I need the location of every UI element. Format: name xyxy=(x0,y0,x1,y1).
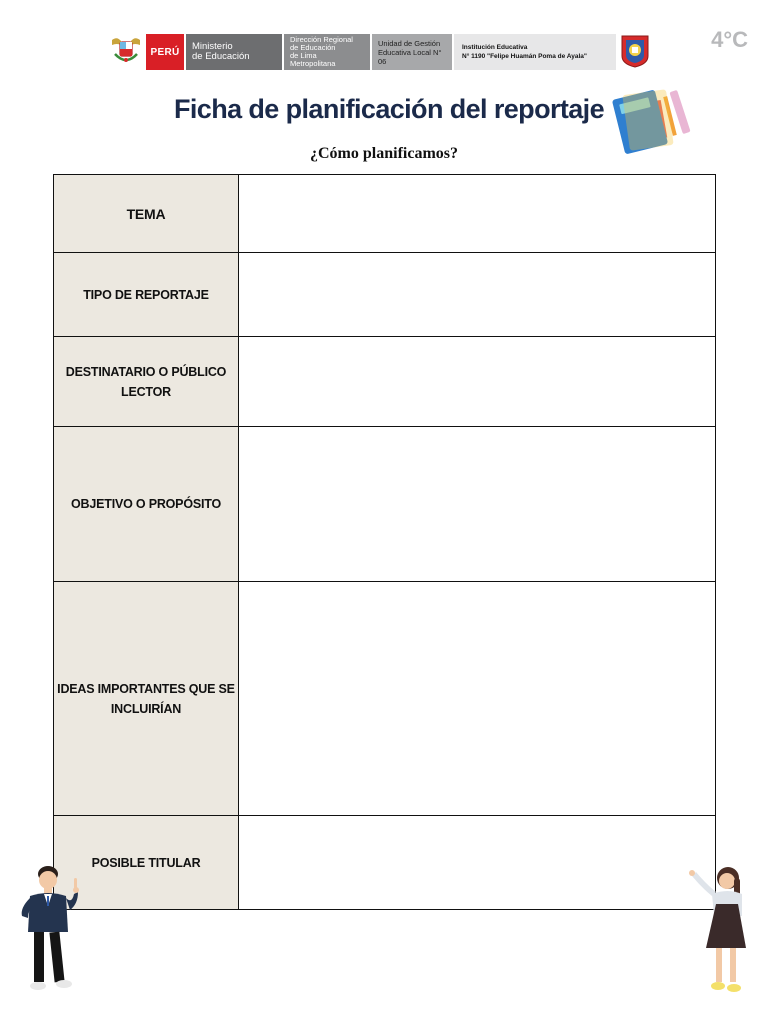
institution-banner xyxy=(106,34,650,70)
row-label-tipo-reportaje: TIPO DE REPORTAJE xyxy=(54,253,239,337)
ministry-line-1: Ministerio xyxy=(192,41,233,52)
school-crest-icon xyxy=(620,34,650,68)
ugel-label xyxy=(370,34,452,70)
table-row xyxy=(54,582,716,816)
school-line-2: N° 1190 "Felipe Huamán Poma de Ayala" xyxy=(462,53,587,60)
notebook-illustration xyxy=(612,86,698,162)
peru-label: PERÚ xyxy=(146,34,184,70)
dre-line-1: Dirección Regional xyxy=(290,35,353,44)
page-title: Ficha de planificación del reportaje xyxy=(173,94,605,124)
ugel-line-2: Educativa Local N° 06 xyxy=(378,47,442,66)
row-label-ideas: IDEAS IMPORTANTES QUE SE INCLUIRÍAN xyxy=(54,582,239,816)
school-label xyxy=(452,34,616,70)
row-label-destinatario: DESTINATARIO O PÚBLICO LECTOR xyxy=(54,337,239,427)
table-row xyxy=(54,337,716,427)
row-value-tipo-reportaje[interactable] xyxy=(239,253,716,337)
row-value-tema[interactable] xyxy=(239,175,716,253)
row-value-objetivo[interactable] xyxy=(239,427,716,582)
dre-line-2: de Educación xyxy=(290,43,336,52)
row-value-ideas[interactable] xyxy=(239,582,716,816)
ministry-label xyxy=(184,34,282,70)
school-line-1: Institución Educativa xyxy=(462,44,528,51)
dre-line-3: de Lima Metropolitana xyxy=(290,51,336,68)
row-label-tema: TEMA xyxy=(54,175,239,253)
row-value-destinatario[interactable] xyxy=(239,337,716,427)
table-row xyxy=(54,427,716,582)
ugel-line-1: Unidad de Gestión xyxy=(378,38,441,48)
ministry-line-2: de Educación xyxy=(192,51,250,62)
girl-pointing-illustration xyxy=(682,864,752,1000)
table-row xyxy=(54,253,716,337)
peru-shield-icon xyxy=(106,34,146,70)
dre-label xyxy=(282,34,370,70)
row-label-titular: POSIBLE TITULAR xyxy=(54,816,239,910)
row-label-objetivo: OBJETIVO O PROPÓSITO xyxy=(54,427,239,582)
boy-pointing-illustration xyxy=(14,864,94,998)
temperature-watermark: 4°C xyxy=(711,27,748,52)
table-row xyxy=(54,175,716,253)
page-subtitle: ¿Cómo planificamos? xyxy=(310,145,458,162)
planning-table xyxy=(53,174,716,910)
row-value-titular[interactable] xyxy=(239,816,716,910)
table-row xyxy=(54,816,716,910)
